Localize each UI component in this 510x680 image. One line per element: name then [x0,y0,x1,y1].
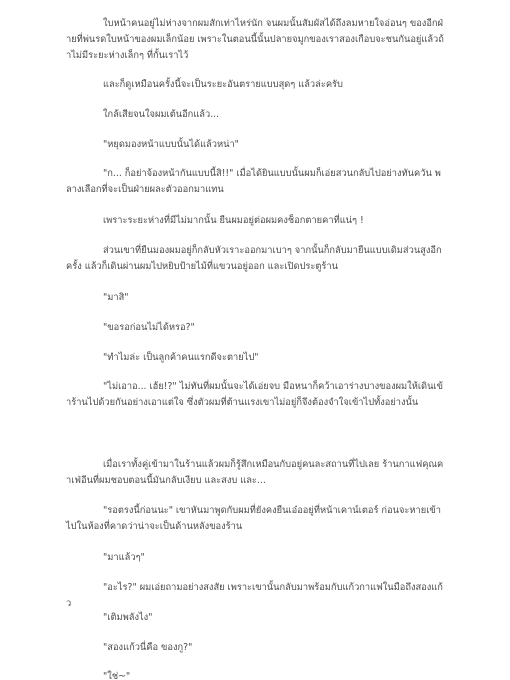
paragraph-14: "มาแล้วๆ" [103,552,145,563]
paragraph-9: "ขอรอก่อนไม่ได้หรอ?" [103,322,195,333]
paragraph-11: "ไม่เอาอ... เฮ้ย!?" ไม่ทันที่ผมนั้นจะได้เอ่ยจบ มือหนาก็คว้าเอาร่างบางของผมให้เดินเข้าร้านไปด้วยกันอย่างเอาแต่ใจ ซึ่งตัวผมที่ต้านแรงเขาไม่อยู่ก็จึงต้องจำใจเข้าไปทั้งอย่างนั้น [66,381,443,408]
paragraph-8: "มาสิ" [103,292,129,303]
paragraph-7: ส่วนเขาที่ยืนมองผมอยู่ก็กลับหัวเราะออกมาเบาๆ จากนั้นก็กลับมายืนแบบเดิมส่วนสูงอีกครั้ง แล้วก็เดินผ่านผมไปหยิบป้ายไม้ที่แขวนอยู่ออก และเปิดประตูร้าน [66,245,442,272]
paragraph-16: "เติมพลังไง" [103,612,153,623]
paragraph-13: "รอตรงนี้ก่อนนะ" เขาหันมาพูดกับผมที่ยังคงยืนเอ๋ออยู่ที่หน้าเคาน์เตอร์ ก่อนจะหายเข้าไปในห้องที่คาดว่าน่าจะเป็นด้านหลังของร้าน [66,505,441,532]
paragraph-1: ใบหน้าคนอยู่ไม่ห่างจากผมสักเท่าไหร่นัก จนผมนั้นสัมผัสได้ถึงลมหายใจอ่อนๆ ของอีกฝ่ายที่พ่นรดใบหน้าของผมเล็กน้อย เพราะในตอนนี้นั้นปลายจมูกของเราสองเกือบจะชนกันอยู่แล้วถ้าไม่มีระยะห่างเล็กๆ ที่กั้นเราไว้ [66,18,444,61]
paragraph-17: "สองแก้วนี่คือ ของกู?" [103,642,193,653]
paragraph-10: "ทำไมล่ะ เป็นลูกค้าคนแรกดีจะตายไป" [103,352,259,363]
paragraph-3: ใกล้เสียจนใจผมเต้นอีกแล้ว... [103,109,220,120]
paragraph-2: และก็ดูเหมือนครั้งนี้จะเป็นระยะอันตรายแบบสุดๆ แล้วล่ะครับ [103,79,343,90]
paragraph-12: เมื่อเราทั้งคู่เข้ามาในร้านแล้วผมก็รู้สึกเหมือนกับอยู่คนละสถานที่ไปเลย ร้านกาแฟคุณคาเฟ่อีนที่ผมชอบตอนนี้มันกลับเงียบ และสงบ และ... [66,459,444,486]
paragraph-5: "ก... ก็อย่าจ้องหน้ากันแบบนี้สิ!!" เมื่อได้ยินแบบนั้นผมก็เอ่ยสวนกลับไปอย่างทันควัน พลางเลือกที่จะเป็นฝ่ายผละตัวออกมาแทน [66,168,441,195]
paragraph-6: เพราะระยะห่างที่มีไม่มากนั้น ยืนผมอยู่ต่อผมคงช็อกตายคาที่แน่ๆ ! [103,215,364,226]
paragraph-18: "ใช่~" [103,671,131,680]
paragraph-4: "หยุดมองหน้าแบบนั้นได้แล้วหน่า" [103,139,239,150]
paragraph-15: "อะไร?" ผมเอ่ยถามอย่างสงสัย เพราะเขานั้นกลับมาพร้อมกับแก้วกาแฟในมือถึงสองแก้ว [66,582,443,609]
